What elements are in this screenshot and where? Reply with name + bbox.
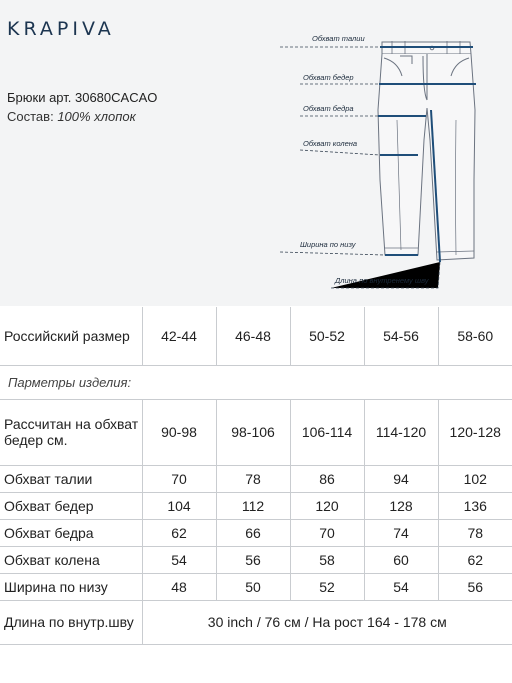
table-cell: 48 <box>142 573 216 600</box>
table-cell: 70 <box>142 465 216 492</box>
hips-for-cell: 114-120 <box>364 399 438 465</box>
table-cell: 70 <box>290 519 364 546</box>
label-hips: Обхват бедер <box>303 73 354 82</box>
table-row <box>0 492 512 519</box>
inseam-row <box>0 600 512 644</box>
table-cell: 94 <box>364 465 438 492</box>
inseam-value: 30 inch / 76 см / На рост 164 - 178 см <box>142 600 512 644</box>
table-cell: 54 <box>142 546 216 573</box>
table-cell: 50 <box>216 573 290 600</box>
composition-value: 100% хлопок <box>57 109 136 124</box>
row-label: Обхват бедер <box>0 492 142 519</box>
size-cell: 50-52 <box>290 307 364 365</box>
table-cell: 62 <box>438 546 512 573</box>
size-header: Российский размер <box>0 307 142 365</box>
pants-icon <box>378 41 475 260</box>
hips-for-cell: 106-114 <box>290 399 364 465</box>
table-cell: 74 <box>364 519 438 546</box>
label-knee: Обхват колена <box>303 139 358 148</box>
table-cell: 78 <box>438 519 512 546</box>
label-thigh: Обхват бедра <box>303 104 354 113</box>
inseam-label: Длина по внутр.шву <box>0 600 142 644</box>
size-chart-table <box>0 307 512 645</box>
size-cell: 54-56 <box>364 307 438 365</box>
hips-for-cell: 90-98 <box>142 399 216 465</box>
hips-for-cell: 120-128 <box>438 399 512 465</box>
row-label: Обхват талии <box>0 465 142 492</box>
table-cell: 136 <box>438 492 512 519</box>
hips-for-header: Рассчитан на обхват бедер см. <box>0 399 142 465</box>
table-cell: 102 <box>438 465 512 492</box>
table-cell: 58 <box>290 546 364 573</box>
size-cell: 58-60 <box>438 307 512 365</box>
table-row <box>0 465 512 492</box>
table-cell: 78 <box>216 465 290 492</box>
table-cell: 54 <box>364 573 438 600</box>
table-row <box>0 573 512 600</box>
pants-measurement-diagram <box>0 0 512 306</box>
table-cell: 52 <box>290 573 364 600</box>
table-cell: 112 <box>216 492 290 519</box>
label-waist: Обхват талии <box>312 34 365 43</box>
params-note: Парметры изделия: <box>0 365 512 399</box>
params-note-row <box>0 365 512 399</box>
size-cell: 42-44 <box>142 307 216 365</box>
table-cell: 56 <box>438 573 512 600</box>
table-cell: 56 <box>216 546 290 573</box>
label-inseam: Длина по внутренему шву <box>335 276 429 285</box>
table-cell: 86 <box>290 465 364 492</box>
row-label: Ширина по низу <box>0 573 142 600</box>
size-cell: 46-48 <box>216 307 290 365</box>
hips-for-cell: 98-106 <box>216 399 290 465</box>
label-hem: Ширина по низу <box>300 240 356 249</box>
table-row <box>0 546 512 573</box>
composition-label: Состав: <box>7 109 54 124</box>
table-cell: 60 <box>364 546 438 573</box>
table-row <box>0 519 512 546</box>
hips-for-row <box>0 399 512 465</box>
table-cell: 62 <box>142 519 216 546</box>
row-label: Обхват бедра <box>0 519 142 546</box>
row-label: Обхват колена <box>0 546 142 573</box>
brand-logo: KRAPIVA <box>7 18 115 40</box>
table-cell: 128 <box>364 492 438 519</box>
table-cell: 104 <box>142 492 216 519</box>
product-title: Брюки арт. 30680CACAO <box>7 90 158 105</box>
table-cell: 120 <box>290 492 364 519</box>
table-cell: 66 <box>216 519 290 546</box>
size-row <box>0 307 512 365</box>
